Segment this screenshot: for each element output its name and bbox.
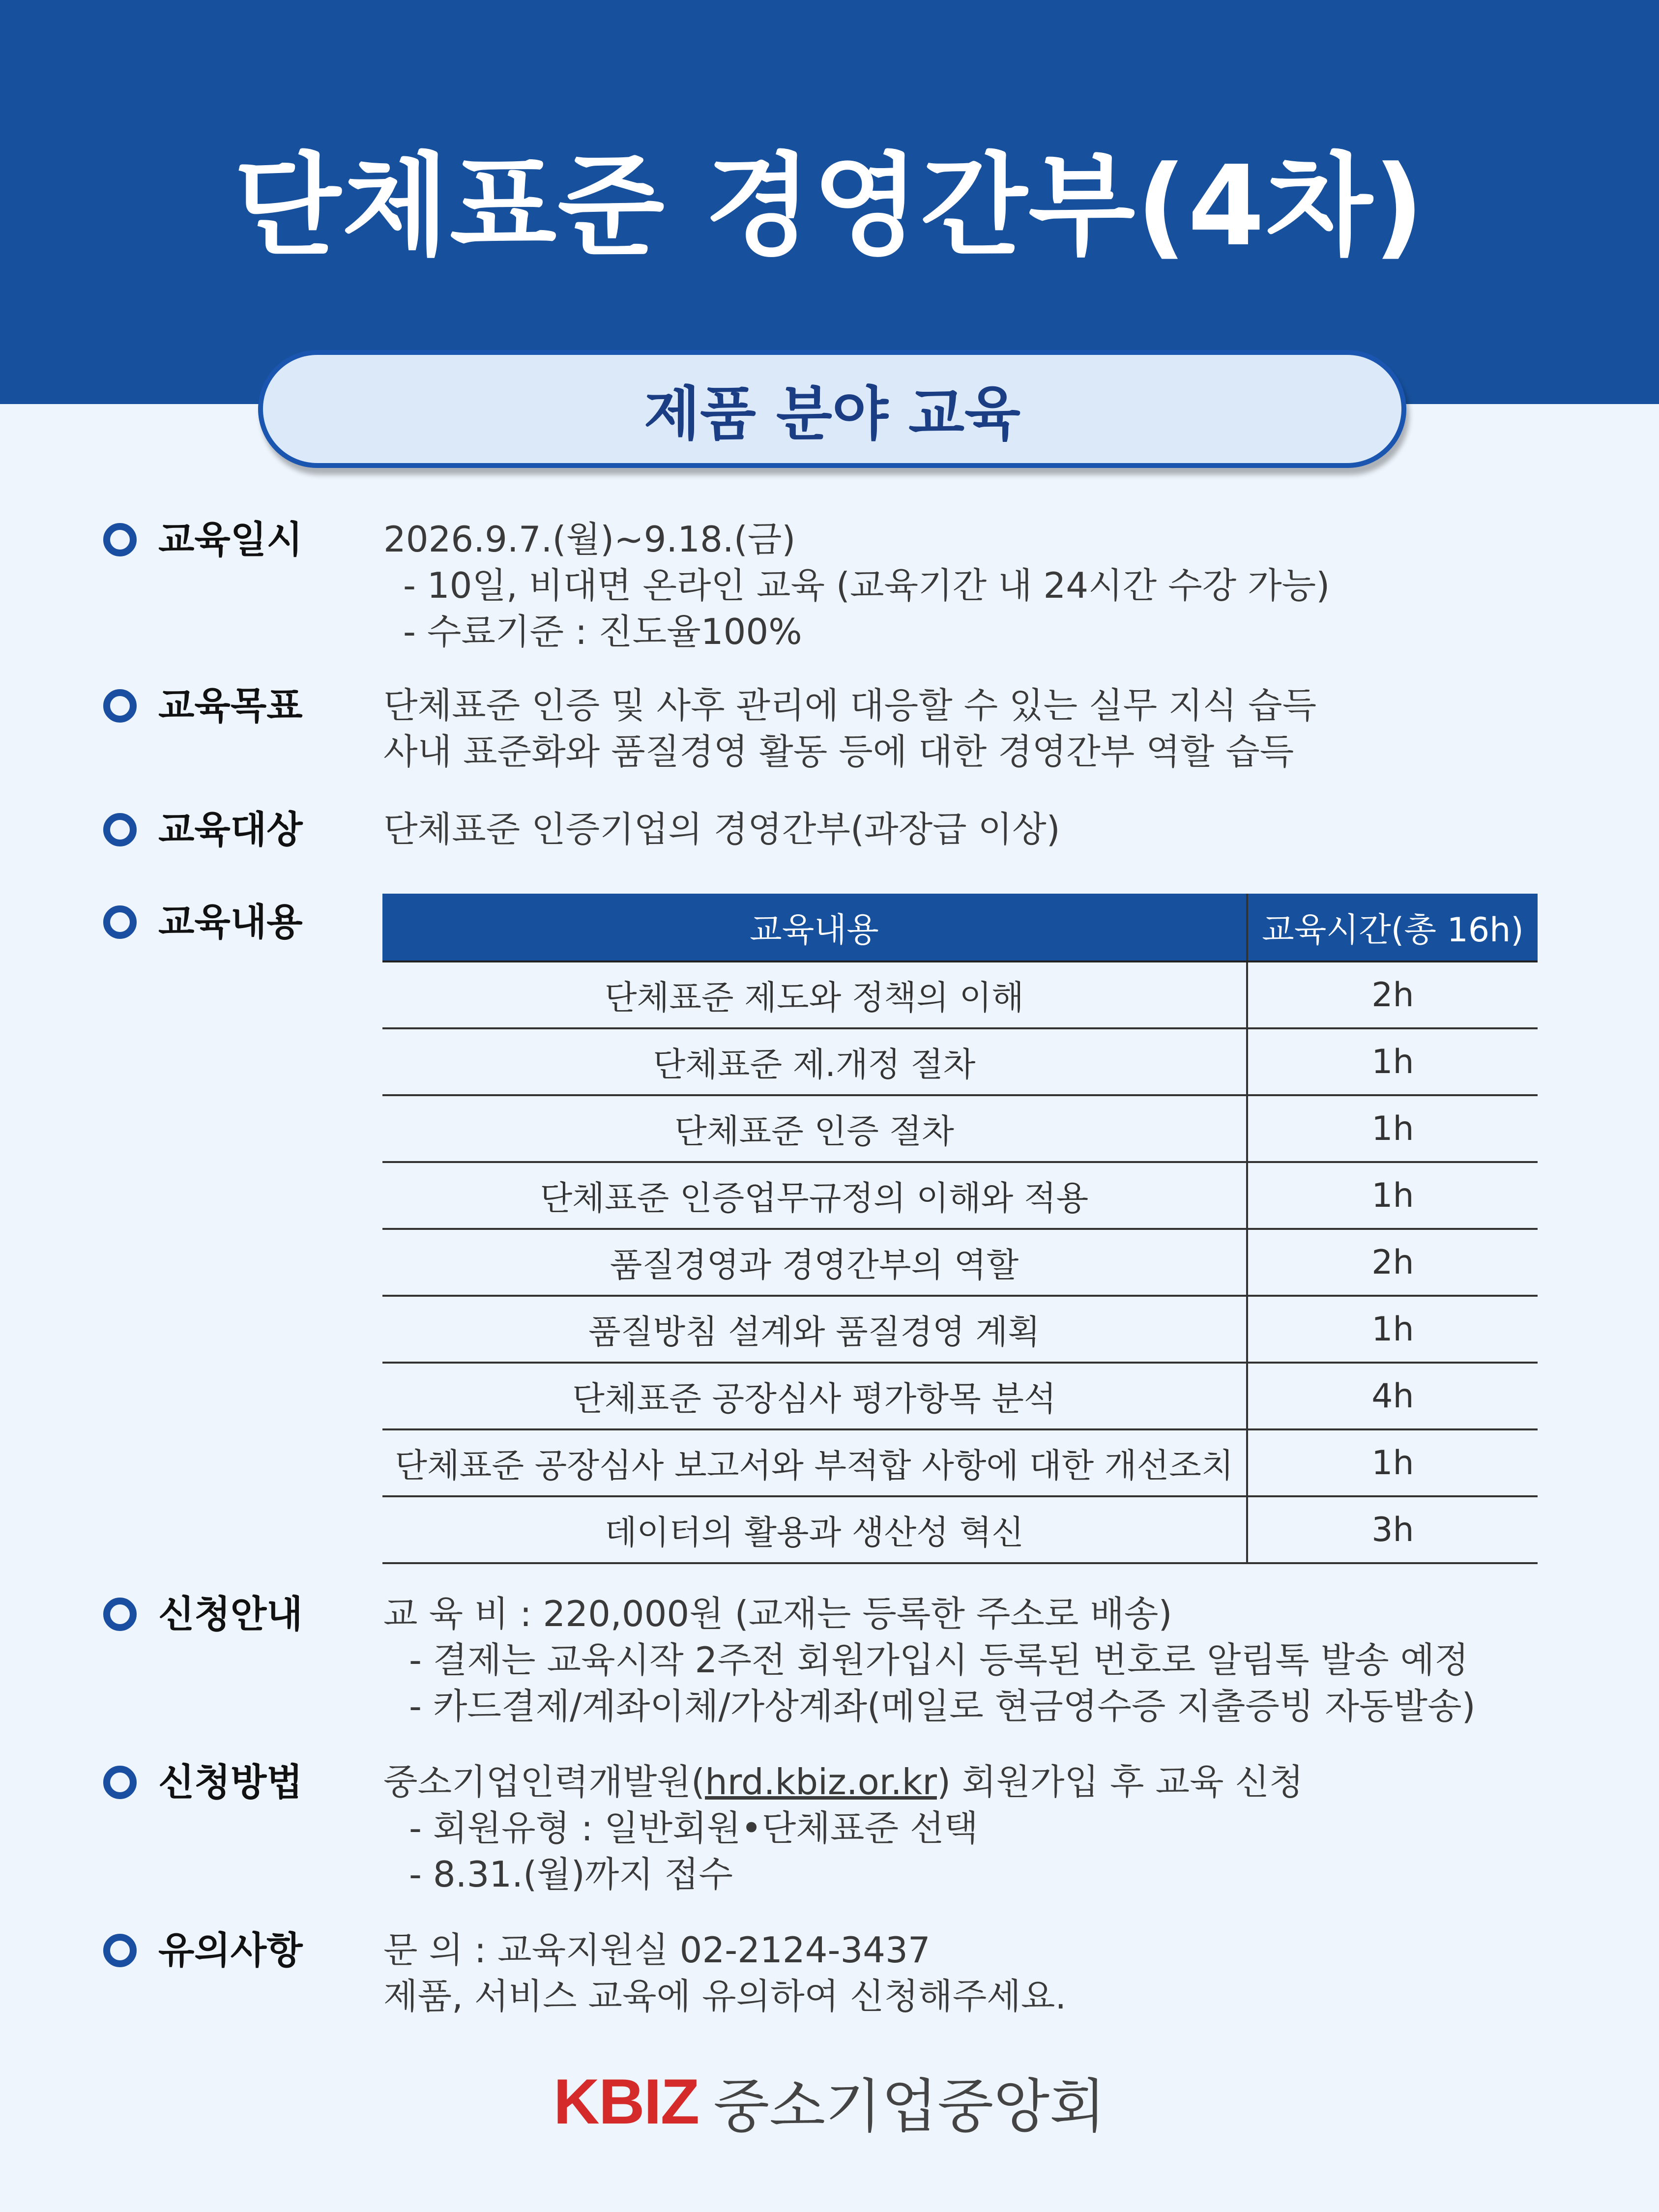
section-label: 교육목표	[158, 684, 303, 728]
cell-topic: 품질경영과 경영간부의 역할	[382, 1229, 1247, 1296]
table-row	[382, 1496, 1538, 1563]
cell-topic: 데이터의 활용과 생산성 혁신	[382, 1496, 1247, 1563]
schedule-date: 2026.9.7.(월)~9.18.(금)	[383, 519, 796, 560]
apply-method-line	[383, 1759, 1553, 1805]
circle-bullet-icon	[103, 1934, 137, 1967]
table-header-row	[382, 894, 1538, 961]
target-line: 단체표준 인증기업의 경영간부(과장급 이상)	[383, 809, 1060, 850]
schedule-detail: - 10일, 비대면 온라인 교육 (교육기간 내 24시간 수강 가능)	[403, 565, 1330, 606]
notice-line: 제품, 서비스 교육에 유의하여 신청해주세요.	[383, 1976, 1067, 2017]
circle-bullet-icon	[103, 523, 137, 556]
cell-hours: 1h	[1247, 1296, 1538, 1363]
table-row	[382, 961, 1538, 1028]
cell-topic: 단체표준 제.개정 절차	[382, 1028, 1247, 1095]
cell-hours: 2h	[1247, 961, 1538, 1028]
cell-topic: 단체표준 제도와 정책의 이해	[382, 961, 1247, 1028]
schedule-criteria: - 수료기준 : 진도율100%	[403, 611, 802, 652]
cell-topic: 품질방침 설계와 품질경영 계획	[382, 1296, 1247, 1363]
registration-link[interactable]: hrd.kbiz.or.kr	[705, 1761, 937, 1803]
cell-topic: 단체표준 인증 절차	[382, 1095, 1247, 1162]
section-label: 교육내용	[158, 900, 303, 944]
column-header-hours: 교육시간(총 16h)	[1247, 894, 1538, 961]
circle-bullet-icon	[103, 689, 137, 723]
column-header-content: 교육내용	[382, 894, 1247, 961]
table-row	[382, 1229, 1538, 1296]
contact-line: 문 의 : 교육지원실 02-2124-3437	[383, 1929, 931, 1971]
section-label: 신청안내	[158, 1592, 303, 1636]
table-row	[382, 1162, 1538, 1229]
circle-bullet-icon	[103, 1766, 137, 1799]
table-row	[382, 1296, 1538, 1363]
subtitle-pill	[258, 350, 1406, 468]
table-row	[382, 1363, 1538, 1429]
payment-methods: - 카드결제/계좌이체/가상계좌(메일로 현금영수증 지출증빙 자동발송)	[409, 1686, 1476, 1727]
kbiz-logo-mark: KBIZ	[553, 2066, 699, 2137]
cell-hours: 1h	[1247, 1028, 1538, 1095]
section-body	[383, 1591, 1553, 1729]
cell-hours: 3h	[1247, 1496, 1538, 1563]
curriculum-table	[382, 894, 1538, 1564]
cell-hours: 1h	[1247, 1429, 1538, 1496]
circle-bullet-icon	[103, 813, 137, 846]
section-label: 유의사항	[158, 1928, 303, 1972]
subtitle-text: 제품 분야 교육	[643, 380, 1021, 448]
table-row	[382, 1028, 1538, 1095]
section-label: 신청방법	[158, 1760, 303, 1804]
goal-line: 사내 표준화와 품질경영 활동 등에 대한 경영간부 역할 습득	[383, 731, 1294, 772]
section-label: 교육일시	[158, 518, 303, 561]
page-title: 단체표준 경영간부(4차)	[234, 142, 1425, 271]
section-label: 교육대상	[158, 808, 303, 851]
section-body	[383, 1759, 1553, 1897]
table-row	[382, 1429, 1538, 1496]
cell-hours: 1h	[1247, 1162, 1538, 1229]
cell-topic: 단체표준 공장심사 보고서와 부적합 사항에 대한 개선조치	[382, 1429, 1247, 1496]
cell-hours: 1h	[1247, 1095, 1538, 1162]
apply-method-text: 중소기업인력개발원(	[383, 1761, 705, 1803]
footer-logo	[0, 2060, 1659, 2143]
kbiz-logo-text: 중소기업중앙회	[713, 2072, 1106, 2140]
cell-hours: 4h	[1247, 1363, 1538, 1429]
section-body	[383, 1927, 1553, 2019]
section-body	[383, 806, 1553, 852]
section-body	[383, 516, 1553, 655]
deadline: - 8.31.(월)까지 접수	[409, 1854, 733, 1895]
goal-line: 단체표준 인증 및 사후 관리에 대응할 수 있는 실무 지식 습득	[383, 685, 1317, 726]
cell-topic: 단체표준 인증업무규정의 이해와 적용	[382, 1162, 1247, 1229]
circle-bullet-icon	[103, 905, 137, 939]
table-row	[382, 1095, 1538, 1162]
payment-note: - 결제는 교육시작 2주전 회원가입시 등록된 번호로 알림톡 발송 예정	[409, 1639, 1469, 1681]
cell-hours: 2h	[1247, 1229, 1538, 1296]
member-type: - 회원유형 : 일반회원•단체표준 선택	[409, 1807, 978, 1849]
circle-bullet-icon	[103, 1598, 137, 1631]
apply-method-text: ) 회원가입 후 교육 신청	[936, 1761, 1304, 1803]
cell-topic: 단체표준 공장심사 평가항목 분석	[382, 1363, 1247, 1429]
fee-line: 교 육 비 : 220,000원 (교재는 등록한 주소로 배송)	[383, 1593, 1172, 1634]
section-body	[383, 682, 1553, 775]
